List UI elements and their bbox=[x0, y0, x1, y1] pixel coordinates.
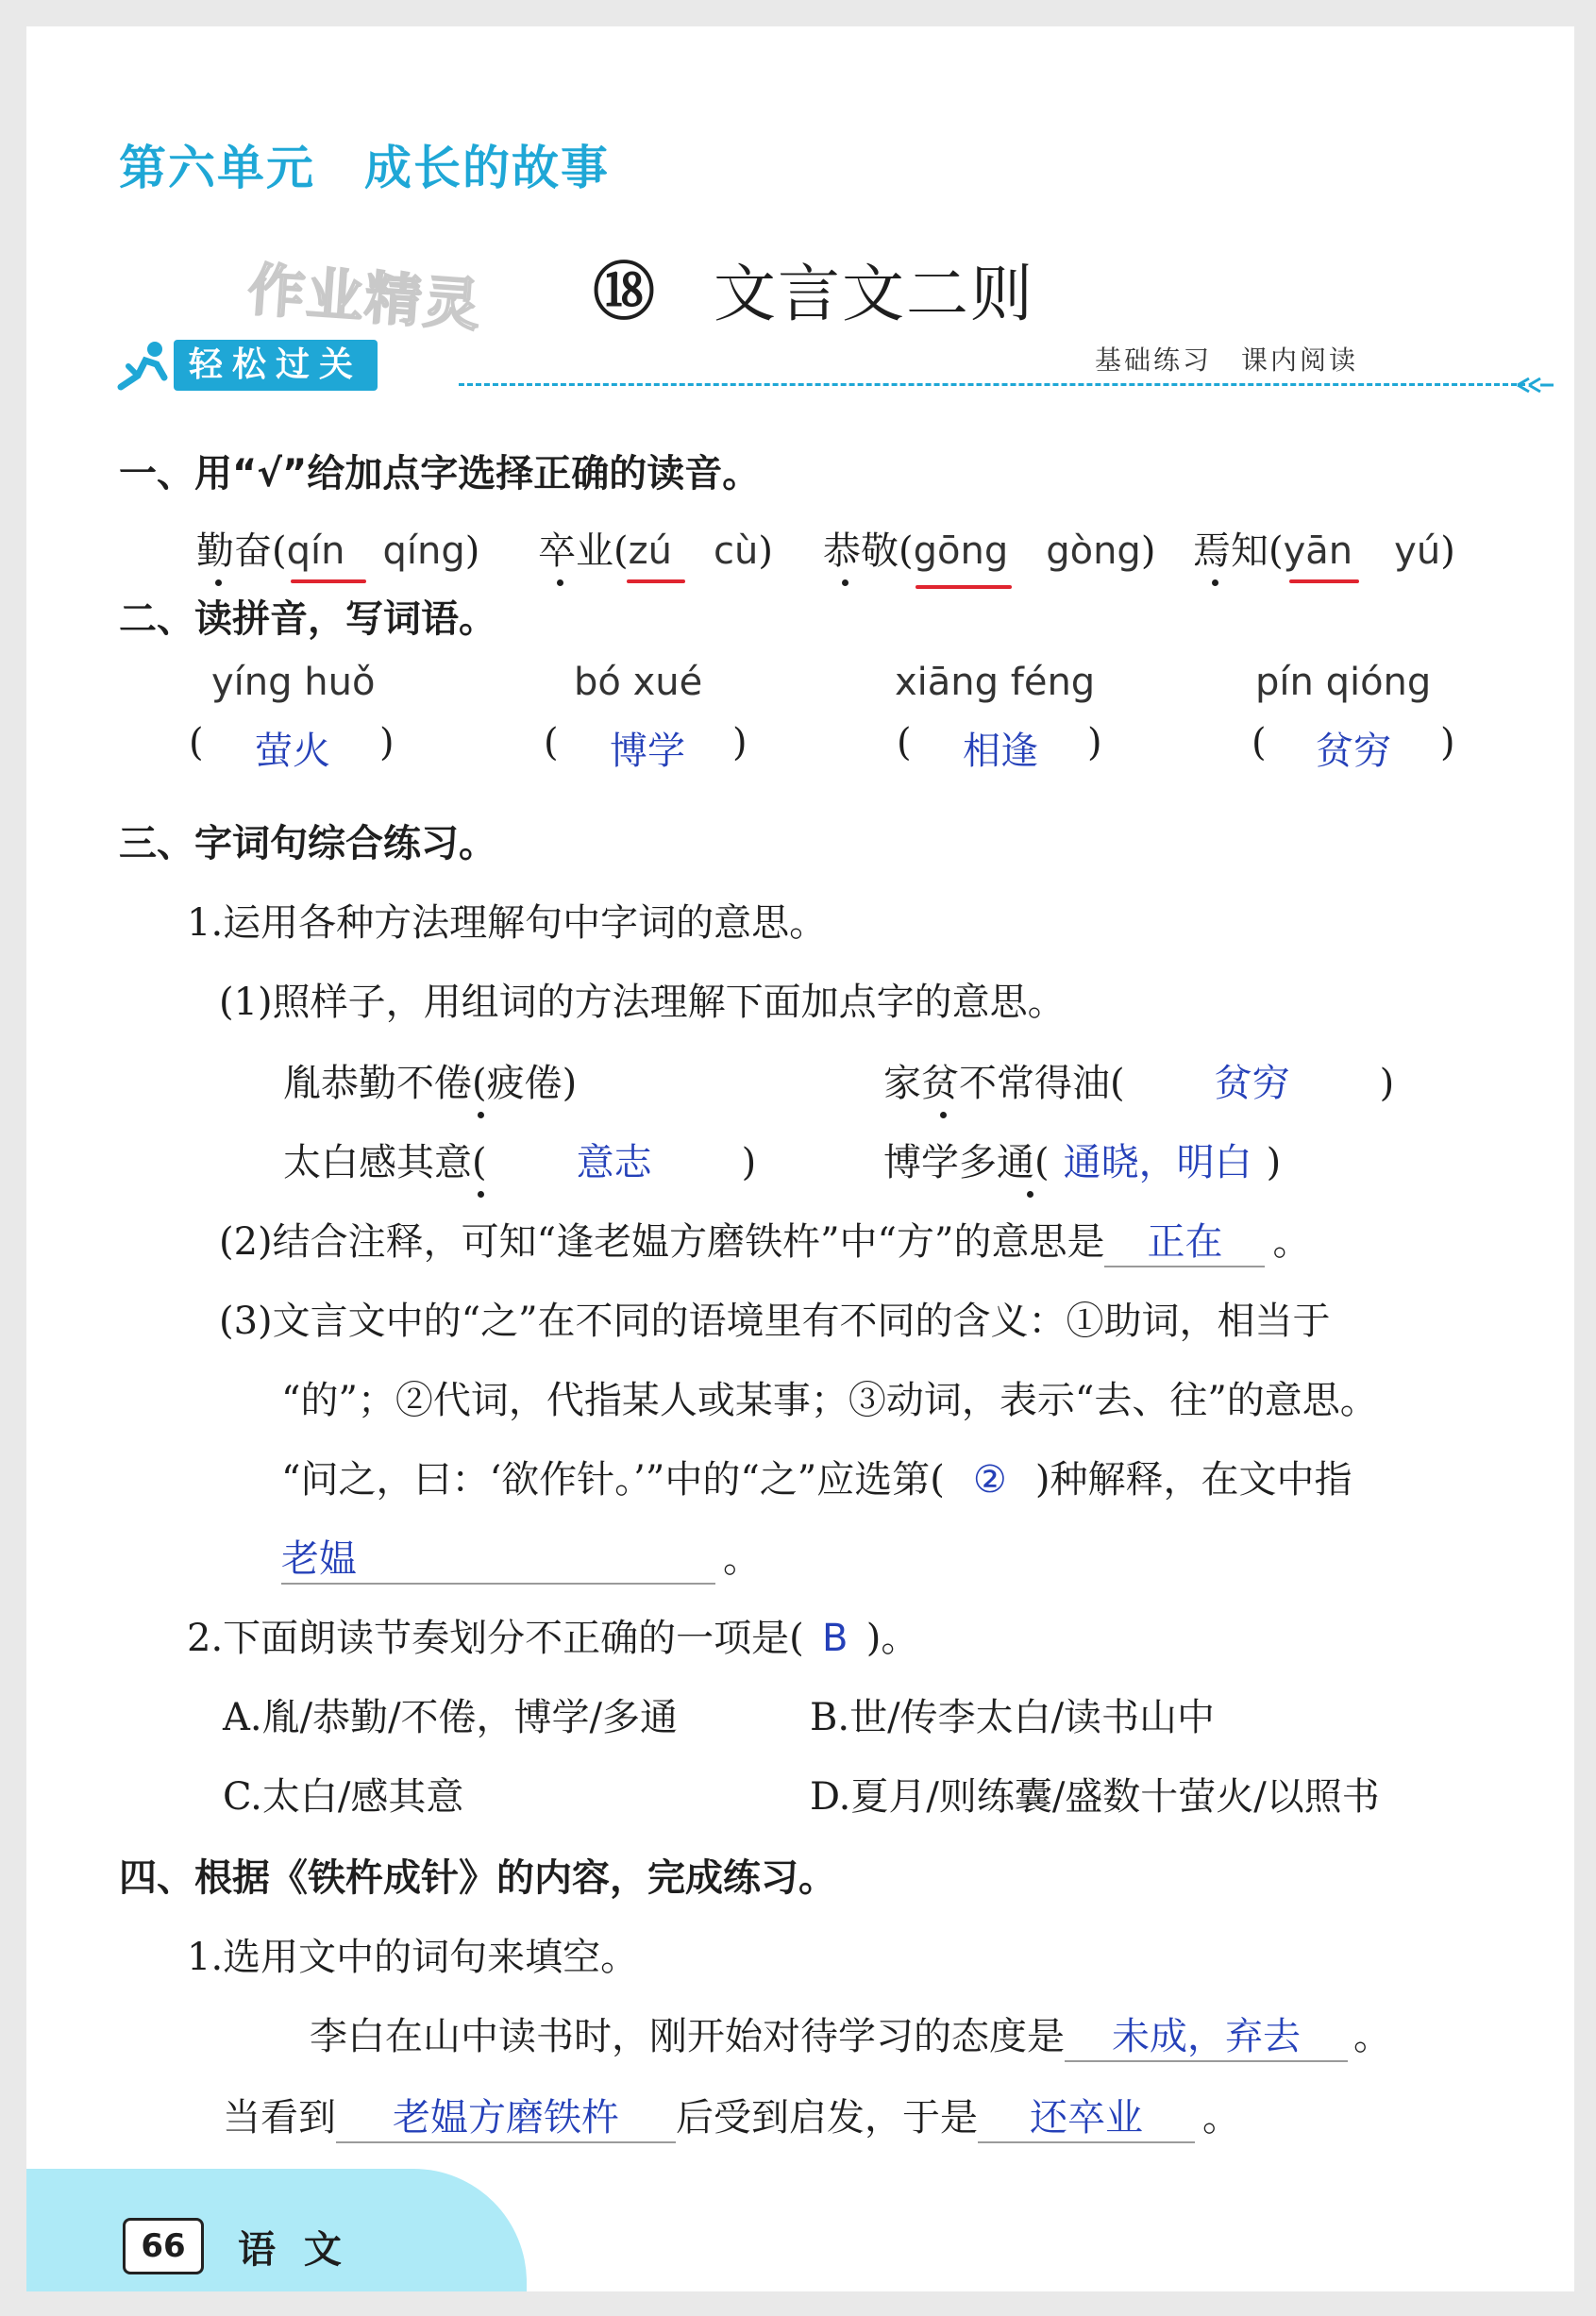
s2-answer: 相逢 bbox=[963, 730, 1038, 773]
emphasis-dot bbox=[940, 1112, 947, 1118]
watermark: 作业精灵 bbox=[245, 257, 484, 340]
s1-word: 卒业 bbox=[538, 529, 613, 573]
s4-answer-3: 还卒业 bbox=[978, 2088, 1195, 2143]
s3-example-3: 太白感其意( 意志 ) bbox=[283, 1133, 756, 1186]
section-3-title: 三、字词句综合练习。 bbox=[119, 822, 496, 865]
s1-word: 恭敬 bbox=[823, 529, 899, 573]
s1-word: 勤奋 bbox=[196, 529, 272, 573]
s4-answer-2: 老媪方磨铁杵 bbox=[336, 2088, 676, 2143]
s2-paren-open: ( bbox=[544, 721, 559, 764]
s2-pinyin: xiāng féng bbox=[895, 661, 1096, 704]
s3-option-a: A.胤/恭勤/不倦，博学/多通 bbox=[223, 1696, 679, 1739]
s3-q2-answer: B bbox=[822, 1617, 848, 1660]
banner-label: 轻松过关 bbox=[174, 340, 378, 391]
s1-option: yān bbox=[1283, 529, 1353, 573]
s3-q1-2-answer: 正在 bbox=[1104, 1212, 1265, 1267]
s3-ex3-answer: 意志 bbox=[576, 1141, 652, 1184]
unit-header: 第六单元 成长的故事 bbox=[119, 141, 610, 195]
s3-option-c: C.太白/感其意 bbox=[223, 1775, 464, 1819]
banner bbox=[113, 336, 1548, 402]
emphasis-dot bbox=[215, 579, 222, 586]
s4-q1: 1.选用文中的词句来填空。 bbox=[187, 1936, 639, 1979]
s1-option: qíng bbox=[382, 529, 465, 573]
answer-underline bbox=[1289, 579, 1359, 583]
emphasis-dot bbox=[478, 1191, 484, 1198]
runner-icon bbox=[113, 340, 172, 394]
banner-line bbox=[459, 383, 1525, 386]
s3-q1-3-line3: “问之，曰：‘欲作针。’”中的“之”应选第( ② )种解释，在文中指 bbox=[281, 1458, 1352, 1502]
s3-q1-3-ref-answer: 老媪 bbox=[281, 1529, 715, 1585]
emphasis-dot bbox=[1212, 579, 1218, 586]
s1-item-1: 勤奋(qín qíng) bbox=[196, 529, 480, 573]
workbook-page bbox=[26, 26, 1574, 2291]
s3-ex2-answer: 贫穷 bbox=[1214, 1062, 1290, 1105]
s2-paren-open: ( bbox=[1252, 721, 1267, 764]
s3-option-d: D.夏月/则练囊/盛数十萤火/以照书 bbox=[810, 1775, 1380, 1819]
s3-q1-3-answer: ② bbox=[972, 1458, 1007, 1502]
page-number: 66 bbox=[123, 2218, 204, 2274]
s3-q1: 1.运用各种方法理解句中字词的意思。 bbox=[187, 901, 828, 945]
s3-q2: 2.下面朗读节奏划分不正确的一项是( B )。 bbox=[187, 1617, 919, 1660]
s4-answer-1: 未成，弃去 bbox=[1065, 2006, 1348, 2062]
s2-answer: 博学 bbox=[610, 730, 685, 773]
arrow-tail-icon bbox=[1516, 376, 1557, 394]
s2-pinyin: pín qióng bbox=[1255, 661, 1432, 704]
s3-q1-1: (1)照样子，用组词的方法理解下面加点字的意思。 bbox=[219, 981, 1066, 1024]
s3-example-2: 家贫不常得油( 贫穷 ) bbox=[883, 1053, 1394, 1107]
s3-q1-3-line4: 老媪 。 bbox=[281, 1529, 761, 1585]
s2-paren-close: ) bbox=[379, 721, 395, 764]
s3-q1-3-line1: (3)文言文中的“之”在不同的语境里有不同的含义：①助词，相当于 bbox=[219, 1300, 1331, 1343]
s1-item-3: 恭敬(gōng gòng) bbox=[823, 529, 1156, 573]
emphasis-dot bbox=[557, 579, 563, 586]
s2-answer: 萤火 bbox=[255, 730, 330, 773]
s1-option: cù bbox=[713, 529, 759, 573]
answer-underline bbox=[916, 585, 1012, 589]
s3-q1-3-line2: “的”；②代词，代指某人或某事；③动词，表示“去、往”的意思。 bbox=[281, 1379, 1378, 1422]
s4-line-2: 当看到 老媪方磨铁杵 后受到启发，于是 还卒业 。 bbox=[223, 2088, 1240, 2143]
lesson-number: ⑱ bbox=[593, 255, 655, 328]
s3-option-b: B.世/传李太白/读书山中 bbox=[810, 1696, 1216, 1739]
s1-item-2: 卒业(zú cù) bbox=[538, 529, 773, 573]
s1-option: gōng bbox=[913, 529, 1009, 573]
section-1-title: 一、用“√”给加点字选择正确的读音。 bbox=[119, 452, 761, 495]
lesson-title: 文言文二则 bbox=[714, 258, 1034, 330]
section-4-title: 四、根据《铁杵成针》的内容，完成练习。 bbox=[119, 1856, 836, 1900]
answer-underline bbox=[291, 579, 366, 583]
emphasis-dot bbox=[478, 1112, 484, 1118]
section-2-title: 二、读拼音，写词语。 bbox=[119, 597, 496, 641]
s3-example-1: 胤恭勤不倦(疲倦) bbox=[283, 1062, 578, 1105]
s1-word: 焉知 bbox=[1193, 529, 1268, 573]
s1-option: zú bbox=[628, 529, 672, 573]
s3-ex4-answer: 通晓，明白 bbox=[1063, 1141, 1252, 1184]
s2-answer: 贫穷 bbox=[1316, 730, 1391, 773]
s1-option: yú bbox=[1394, 529, 1441, 573]
s1-item-4: 焉知(yān yú) bbox=[1193, 529, 1455, 573]
s2-paren-close: ) bbox=[1440, 721, 1455, 764]
s3-example-4: 博学多通( 通晓，明白 ) bbox=[883, 1133, 1281, 1186]
s2-paren-close: ) bbox=[1087, 721, 1102, 764]
emphasis-dot bbox=[842, 579, 848, 586]
s2-paren-open: ( bbox=[189, 721, 204, 764]
s2-pinyin: yíng huǒ bbox=[211, 661, 376, 704]
s1-option: gòng bbox=[1046, 529, 1141, 573]
s2-paren-close: ) bbox=[732, 721, 748, 764]
answer-underline bbox=[627, 579, 685, 583]
s4-line-1: 李白在山中读书时，刚开始对待学习的态度是 未成，弃去 。 bbox=[310, 2006, 1391, 2062]
subject-label: 语 文 bbox=[238, 2227, 349, 2272]
s2-pinyin: bó xué bbox=[574, 661, 703, 704]
emphasis-dot bbox=[1027, 1191, 1033, 1198]
banner-tabs: 基础练习 课内阅读 bbox=[1095, 344, 1359, 376]
s3-q1-2: (2)结合注释，可知“逢老媪方磨铁杵”中“方”的意思是 正在 。 bbox=[219, 1212, 1310, 1267]
s1-option: qín bbox=[286, 529, 345, 573]
s2-paren-open: ( bbox=[897, 721, 912, 764]
